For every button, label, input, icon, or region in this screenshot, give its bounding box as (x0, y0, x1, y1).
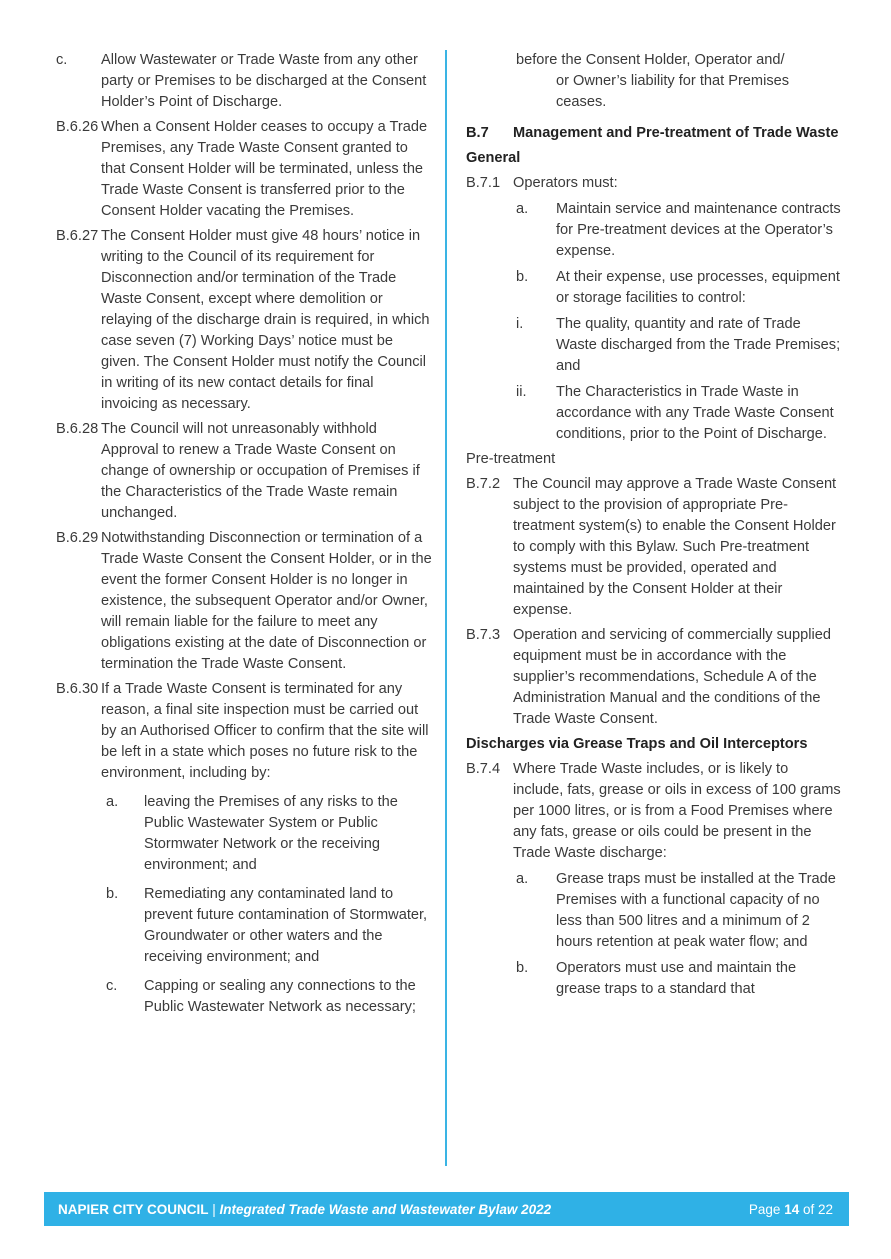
item-text: The Characteristics in Trade Waste in accordance with any Trade Waste Consent conditions, prior to the Point of Discharge. (556, 384, 834, 442)
clause-label: B.7.4 (466, 761, 501, 777)
item-label: c. (106, 978, 118, 994)
item-text: Operators must use and maintain the grease traps to a standard that (556, 960, 797, 997)
footer-org-name: NAPIER CITY COUNCIL (58, 1202, 209, 1217)
page-footer (44, 1192, 849, 1226)
item-text: Grease traps must be installed at the Trade Premises with a functional capacity of no less than 500 litres and a minimum of 2 hours retention at peak water flow; and (556, 871, 836, 950)
clause-text: If a Trade Waste Consent is terminated for any reason, a final site inspection must be carried out by an Authorised Officer to confirm that the site will be left in a state which poses no future risk to the environment, including by: (101, 681, 429, 781)
item-label: ii. (516, 384, 527, 400)
clause-label: B.7.3 (466, 627, 501, 643)
clause-label: B.6.26 (56, 119, 99, 135)
item-text: Remediating any contaminated land to prevent future contamination of Stormwater, Groundwater or other waters and the receiving environment; and (144, 886, 428, 965)
list-item (56, 792, 432, 876)
clause-b-7-1 (466, 173, 842, 194)
section-title: Management and Pre-treatment of Trade Waste (513, 125, 839, 141)
list-item (56, 884, 432, 968)
list-item (466, 869, 842, 953)
grease-traps-heading: Discharges via Grease Traps and Oil Interceptors (466, 736, 808, 752)
clause-b-7-2 (466, 474, 842, 621)
clause-label: B.6.27 (56, 228, 99, 244)
clause-b-6-28 (56, 419, 432, 524)
clause-label: B.6.28 (56, 421, 99, 437)
pretreatment-heading: Pre-treatment (466, 451, 556, 467)
section-heading-b-7 (466, 123, 842, 144)
item-text: Capping or sealing any connections to the Public Wastewater Network as necessary; (144, 978, 416, 1015)
clause-b-6-30 (56, 679, 432, 784)
continuation-first-line: before the Consent Holder, Operator and/ (516, 52, 785, 68)
left-column (56, 50, 432, 1022)
item-label: i. (516, 316, 524, 332)
general-heading: General (466, 150, 521, 166)
clause-text: The Consent Holder must give 48 hours’ notice in writing to the Council of its requirement for Disconnection and/or termination of the Trade Waste Consent, except where demolition or relaying of the discharge drain is required, in which case seven (7) Working Days’ notice must be given. The Consent Holder must notify the Council in writing of its new contact details for final invoicing as necessary. (101, 228, 430, 412)
clause-text: The Council may approve a Trade Waste Consent subject to the provision of appropriate Pre-treatment system(s) to enable the Consent Holder to comply with this Bylaw. Such Pre-treatment systems must be provided, operated and maintained by the Consent Holder at their expense. (513, 476, 837, 618)
clause-text: Operation and servicing of commercially supplied equipment must be in accordance with the supplier’s recommendations, Schedule A of the Administration Manual and the conditions of the Trade Waste Consent. (513, 627, 831, 727)
item-label: b. (516, 960, 529, 976)
list-item (466, 199, 842, 262)
footer-separator: | (208, 1202, 220, 1217)
item-text: At their expense, use processes, equipment or storage facilities to control: (556, 269, 840, 306)
section-label: B.7 (466, 125, 489, 141)
clause-label: B.6.29 (56, 530, 99, 546)
list-item (56, 976, 432, 1018)
clause-b-6-27 (56, 226, 432, 415)
list-item (466, 958, 842, 1000)
continuation-rest: or Owner’s liability for that Premises ceases. (556, 73, 790, 110)
footer-title-block (58, 1199, 551, 1220)
clause-b-6-26 (56, 117, 432, 222)
item-label: a. (516, 871, 529, 887)
item-text: leaving the Premises of any risks to the Public Wastewater System or Public Stormwater Network or the receiving environment; and (144, 794, 398, 873)
item-label: a. (106, 794, 119, 810)
clause-text: The Council will not unreasonably withhold Approval to renew a Trade Waste Consent on change of ownership or occupation of Premises if the Characteristics of the Trade Waste remain unchanged. (101, 421, 420, 521)
item-label: b. (516, 269, 529, 285)
item-text: Maintain service and maintenance contracts for Pre-treatment devices at the Operator’s expense. (556, 201, 841, 259)
clause-b-7-3 (466, 625, 842, 730)
item-label: b. (106, 886, 119, 902)
footer-page-indicator (749, 1199, 833, 1220)
clause-label: B.7.1 (466, 175, 501, 191)
continuation-text (466, 50, 842, 113)
clause-label: B.6.30 (56, 681, 99, 697)
page-prefix: Page (748, 1202, 785, 1217)
clause-b-6-29 (56, 528, 432, 675)
item-text: Allow Wastewater or Trade Waste from any other party or Premises to be discharged at the Consent Holder’s Point of Discharge. (101, 52, 427, 110)
list-item (466, 314, 842, 377)
item-label: c. (56, 52, 68, 68)
page-suffix: of 22 (799, 1202, 833, 1217)
page-number: 14 (784, 1202, 800, 1217)
item-label: a. (516, 201, 529, 217)
right-column (466, 50, 842, 1004)
clause-label: B.7.2 (466, 476, 501, 492)
item-text: The quality, quantity and rate of Trade Waste discharged from the Trade Premises; and (556, 316, 841, 374)
clause-text: Where Trade Waste includes, or is likely to include, fats, grease or oils in excess of 100 grams per 1000 litres, or is from a Food Premises where any fats, grease or oils could be present in the Trade Waste discharge: (513, 761, 841, 861)
list-item (56, 50, 432, 113)
clause-text: Operators must: (513, 175, 618, 191)
clause-b-7-4 (466, 759, 842, 864)
list-item (466, 267, 842, 309)
clause-text: When a Consent Holder ceases to occupy a Trade Premises, any Trade Waste Consent granted to that Consent Holder will be terminated, unless the Trade Waste Consent is transferred prior to the Consent Holder vacating the Premises. (101, 119, 428, 219)
column-divider (445, 50, 447, 1166)
footer-document-title: Integrated Trade Waste and Wastewater Bylaw 2022 (219, 1202, 552, 1217)
list-item (466, 382, 842, 445)
clause-text: Notwithstanding Disconnection or termination of a Trade Waste Consent the Consent Holder, or in the event the former Consent Holder is no longer in existence, the subsequent Operator and/or Owner, will remain liable for the failure to meet any obligations existing at the date of Disconnection or termination the Trade Waste Consent. (101, 530, 432, 672)
